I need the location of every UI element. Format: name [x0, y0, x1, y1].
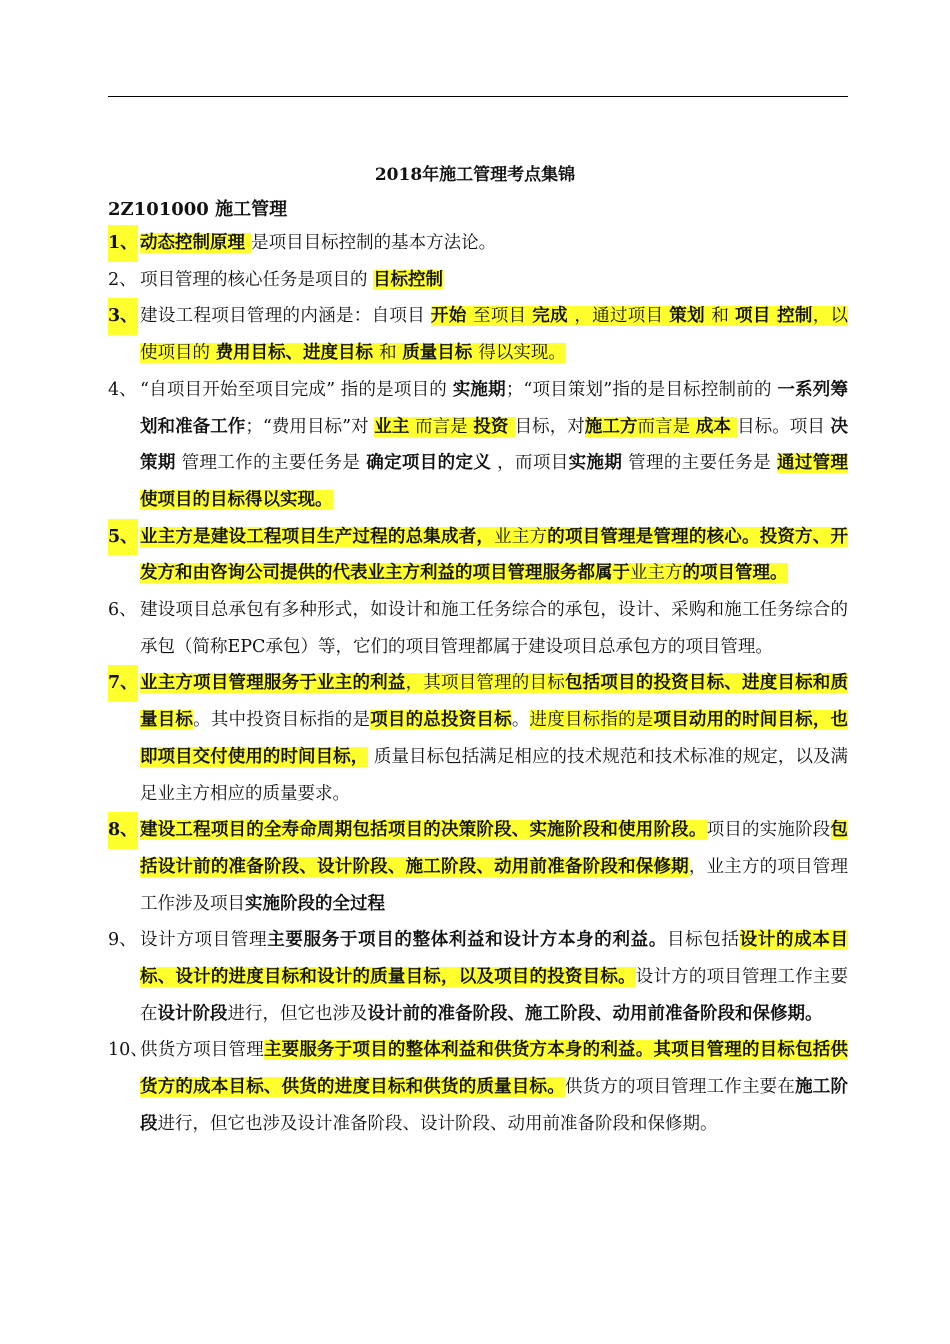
- highlighted-text: ，其项目管理的目标: [405, 673, 565, 694]
- highlighted-text: 包括项目的投资目标、进度目标和质量目标: [140, 673, 849, 731]
- body-text: 实施期: [452, 379, 506, 400]
- item-text: [140, 519, 848, 592]
- item-number: 5、: [108, 519, 138, 556]
- body-text: 决策期: [140, 416, 849, 474]
- item-text: [140, 1032, 848, 1142]
- body-text: 项目的实施阶段: [706, 820, 831, 841]
- body-text: ，而项目: [491, 453, 569, 474]
- section-heading: 2Z101000 施工管理: [108, 199, 288, 220]
- item-text: [140, 812, 848, 922]
- item-text: [140, 372, 848, 519]
- item-number: 8、: [108, 812, 138, 849]
- highlighted-text: 目标控制: [373, 269, 444, 290]
- item-number: 7、: [108, 665, 138, 702]
- highlighted-text: 设计的成本目标、设计的进度目标和设计的质量目标，以及项目的投资目标。: [140, 930, 849, 988]
- highlighted-text: 至项目: [472, 306, 533, 327]
- item-list: [108, 225, 848, 1143]
- list-item: [108, 225, 848, 262]
- highlighted-text: 项目动用的时间目标，也即项目交付使用的时间目标，: [140, 710, 849, 767]
- body-text: 主要服务于项目的整体利益和设计方本身的利益。: [267, 930, 667, 951]
- body-text: 设计方的项目管理工作主要在: [140, 967, 849, 1024]
- highlighted-text: 的项目管理。: [682, 563, 788, 584]
- list-item: [108, 592, 848, 665]
- highlighted-text: 业主方: [494, 526, 548, 547]
- list-item: [108, 298, 848, 371]
- body-text: 进行，但它也涉及设计准备阶段、设计阶段、动用前准备阶段和保修期。: [157, 1113, 718, 1134]
- body-text: 目标，对: [514, 416, 585, 437]
- list-item: [108, 1032, 848, 1142]
- highlighted-text: 开始: [430, 306, 473, 327]
- body-text: 建设工程项目管理的内涵是：自项目: [140, 306, 431, 327]
- body-text: 进行，但它也涉及: [227, 1003, 368, 1024]
- highlighted-text: 而言是: [637, 416, 696, 437]
- body-text: 实施期: [568, 453, 623, 474]
- highlighted-text: 费用目标、进度目标: [215, 343, 380, 364]
- body-text: 管理的主要任务是: [622, 453, 777, 474]
- body-text: 施工阶段: [140, 1077, 849, 1134]
- highlighted-text: 建设工程项目的全寿命周期包括项目的决策阶段、实施阶段和使用阶段。: [140, 820, 707, 841]
- body-text: 。: [511, 710, 530, 731]
- highlighted-text: 动态控制原理: [140, 233, 252, 253]
- body-text: 设计阶段: [157, 1003, 228, 1024]
- list-item: [108, 519, 848, 592]
- item-number: 10、: [108, 1040, 148, 1061]
- body-text: ；“项目策划”指的是目标控制前的: [505, 379, 778, 400]
- body-text: 一系列筹划和准备工作: [140, 379, 848, 437]
- highlighted-text: 的项目管理是管理的核心。投资方、开发方和由咨询公司提供的代表业主方利益的项目管理服务都属于: [140, 526, 849, 584]
- item-text: [140, 922, 848, 1032]
- body-text: 项目管理的核心任务是项目的: [140, 269, 374, 290]
- item-number: 3、: [108, 298, 138, 335]
- document-title: 2018年施工管理考点集锦: [374, 165, 576, 185]
- item-text: [140, 225, 848, 262]
- highlighted-text: 项目的总投资目标: [370, 710, 512, 731]
- highlighted-text: 进度目标指的是: [529, 710, 654, 731]
- body-text: 设计前的准备阶段、施工阶段、动用前准备阶段和保修期。: [367, 1003, 823, 1024]
- body-text: 目标。项目: [737, 416, 831, 437]
- item-text: [140, 592, 848, 665]
- highlighted-text: 投资: [473, 416, 515, 437]
- list-item: [108, 665, 848, 812]
- highlighted-text: 项目 控制: [735, 306, 813, 327]
- list-item: [108, 372, 848, 519]
- body-text: 管理工作的主要任务是: [175, 453, 367, 474]
- highlighted-text: ，通过项目: [574, 306, 670, 327]
- highlighted-text: 施工方: [584, 416, 638, 437]
- highlighted-text: 和: [711, 306, 736, 327]
- item-number: 6、: [108, 600, 137, 621]
- item-text: [140, 298, 848, 371]
- list-item: [108, 812, 848, 922]
- body-text: 是项目目标控制的基本方法论。: [251, 233, 497, 253]
- highlighted-text: 质量目标: [402, 343, 479, 364]
- list-item: [108, 262, 848, 299]
- highlighted-text: 包括设计前的准备阶段、设计阶段、施工阶段、动用前准备阶段和保修期: [140, 820, 848, 877]
- body-text: 供货方的项目管理工作主要在: [564, 1077, 796, 1098]
- highlighted-text: 业主: [374, 416, 410, 437]
- highlighted-text: 成本: [695, 416, 738, 437]
- highlighted-text: 策划: [669, 306, 712, 327]
- body-text: 确定项目的定义: [366, 453, 492, 474]
- body-text: 质量目标包括满足相应的技术规范和技术标准的规定，以及满足业主方相应的质量要求。: [140, 746, 849, 804]
- body-text: 设计方项目管理: [140, 930, 268, 951]
- highlighted-text: 通过管理使项目的目标得以实现。: [140, 453, 849, 510]
- body-text: 实施阶段的全过程: [245, 893, 385, 914]
- header-rule: [108, 96, 848, 97]
- body-text: “自项目开始至项目完成” 指的是项目的: [140, 379, 453, 400]
- highlighted-text: 和: [379, 343, 403, 364]
- body-text: 建设项目总承包有多种形式，如设计和施工任务综合的承包，设计、采购和施工任务综合的承包（简称EPC承包）等，它们的项目管理都属于建设项目总承包方的项目管理。: [140, 600, 848, 657]
- item-text: [140, 262, 848, 299]
- highlighted-text: ，以使项目的: [140, 306, 849, 364]
- highlighted-text: 而言是: [409, 416, 474, 437]
- highlighted-text: 业主方是建设工程项目生产过程的总集成者，: [140, 526, 495, 547]
- item-number: 2、: [108, 269, 137, 290]
- item-number: 9、: [108, 930, 137, 951]
- body-text: ；“费用目标”对: [245, 416, 375, 437]
- highlighted-text: 完成: [532, 306, 575, 327]
- item-number: 1、: [108, 225, 138, 262]
- body-text: ，业主方的项目管理工作涉及项目: [140, 856, 848, 914]
- item-number: 4、: [108, 379, 137, 400]
- highlighted-text: 主要服务于项目的整体利益和供货方本身的利益。其项目管理的目标包括供货方的成本目标、供货的进度目标和供货的质量目标。: [140, 1040, 848, 1098]
- item-text: [140, 665, 848, 812]
- list-item: [108, 922, 848, 1032]
- body-text: 。其中投资目标指的是: [193, 710, 371, 731]
- highlighted-text: 业主方项目管理服务于业主的利益: [140, 673, 406, 694]
- body-text: 供货方项目管理: [140, 1040, 264, 1061]
- highlighted-text: 得以实现。: [478, 343, 566, 364]
- highlighted-text: 业主方: [630, 563, 683, 584]
- body-text: 目标包括: [666, 930, 740, 951]
